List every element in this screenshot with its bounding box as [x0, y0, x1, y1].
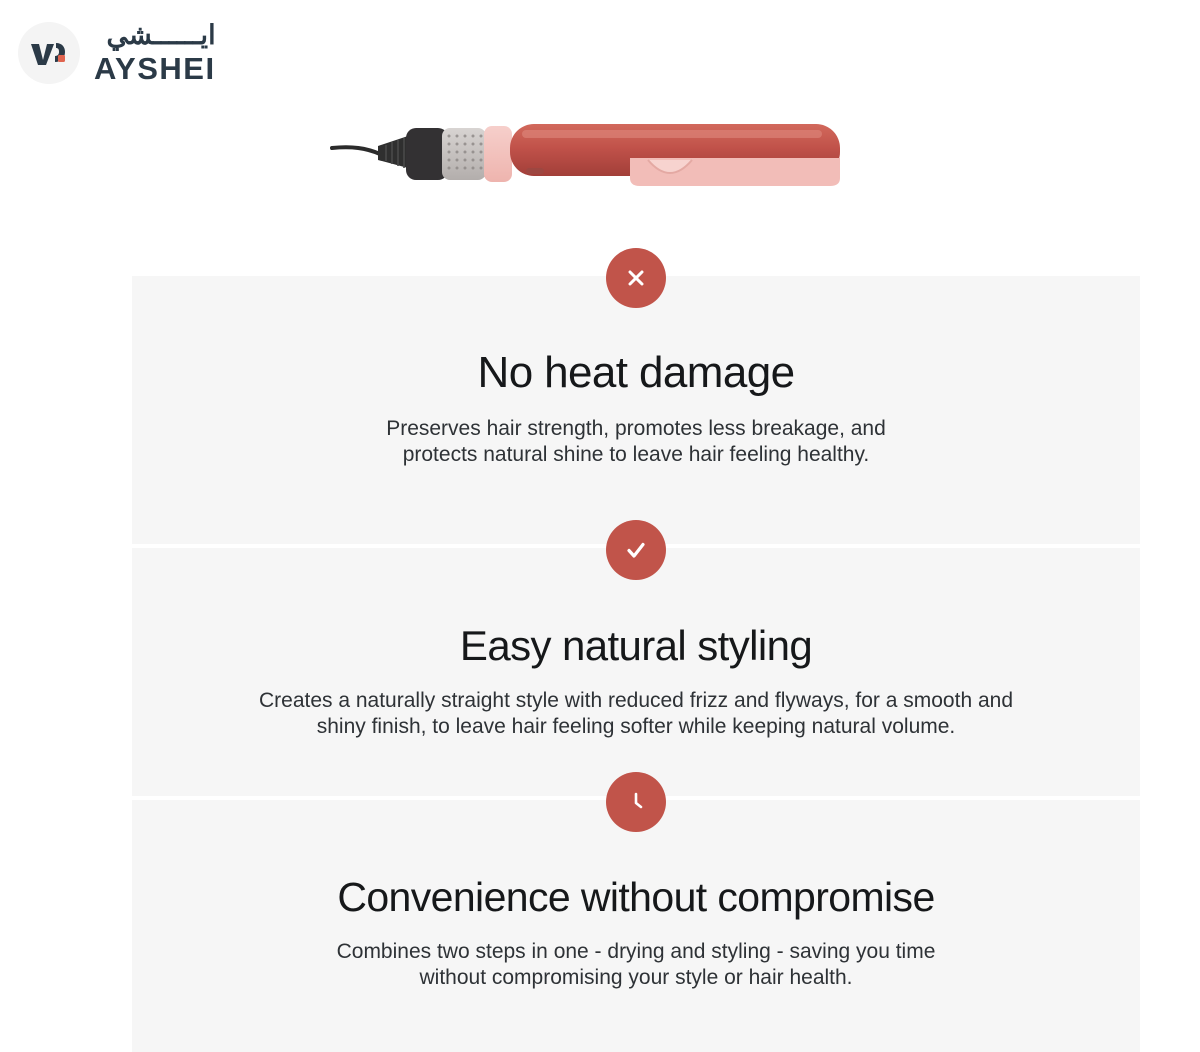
feature-description: Preserves hair strength, promotes less breakage, and protects natural shine to leave hair feeling healthy.: [386, 417, 886, 467]
feature-description: Combines two steps in one - drying and styling - saving you time without compromising your style or hair health.: [336, 940, 936, 990]
ayshei-logo-icon: [18, 22, 80, 84]
feature-section-no-heat-damage: [132, 276, 1140, 544]
check-mark-icon: [606, 520, 666, 580]
brand-wordmark: [94, 22, 216, 84]
feature-description: Creates a naturally straight style with reduced frizz and flyways, for a smooth and shiny finish, to leave hair feeling softer while keeping natural volume.: [258, 689, 1013, 739]
feature-title: No heat damage: [477, 348, 795, 397]
clock-icon: [606, 772, 666, 832]
logo-glyph-icon: [29, 38, 69, 68]
brand-name-arabic: ايــــــشي: [106, 20, 216, 50]
brand-name-english: AYSHEI: [94, 51, 216, 86]
feature-list: [132, 276, 1140, 1052]
close-x-icon: [606, 248, 666, 308]
feature-section-convenience-without-compromise: [132, 800, 1140, 1052]
feature-title: Convenience without compromise: [337, 874, 935, 920]
product-image-area: [0, 96, 1200, 256]
feature-title: Easy natural styling: [459, 622, 813, 669]
brand-header: [18, 22, 216, 84]
hair-dryer-styler-product-photo: [330, 106, 890, 216]
feature-section-easy-natural-styling: [132, 548, 1140, 796]
